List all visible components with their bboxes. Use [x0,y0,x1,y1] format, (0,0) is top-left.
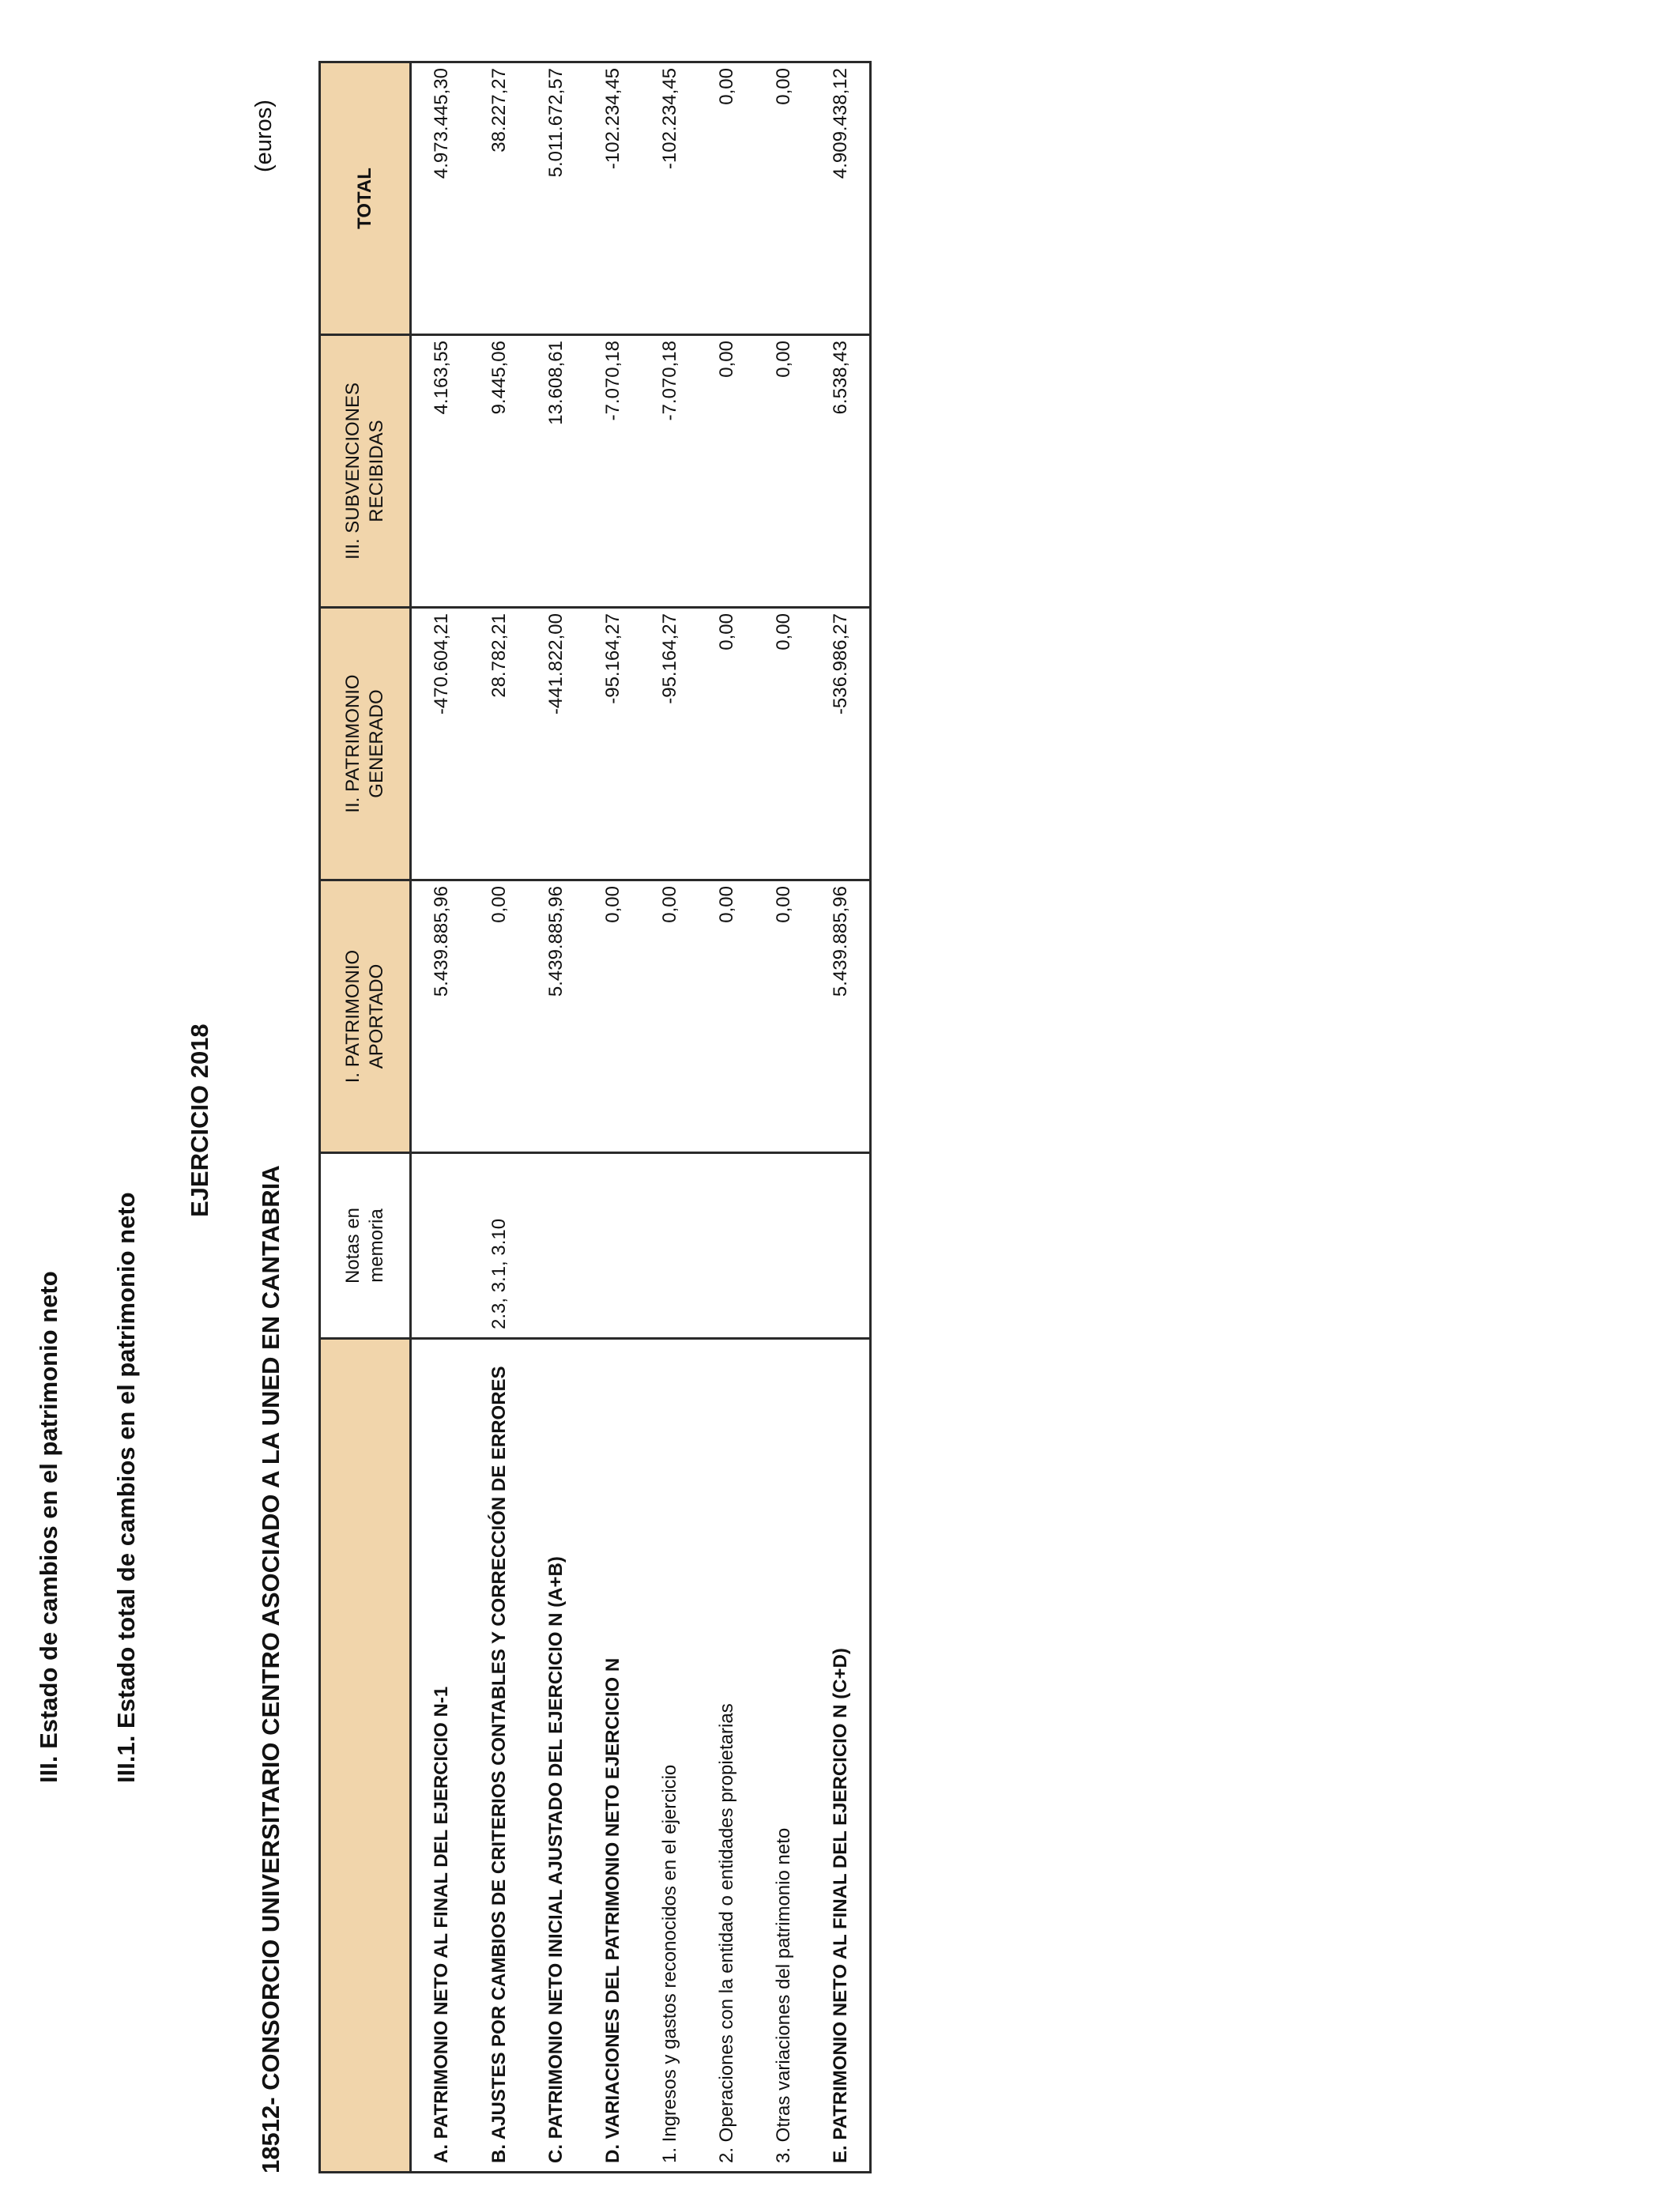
row-concept: C. PATRIMONIO NETO INICIAL AJUSTADO DEL EJERCICIO N (A+B) [528,1339,585,2173]
row-generado: 0,00 [699,608,755,880]
row-concept: B. AJUSTES POR CAMBIOS DE CRITERIOS CONTABLES Y CORRECCIÓN DE ERRORES [471,1339,528,2173]
row-generado: -95.164,27 [585,608,642,880]
row-total: 0,00 [699,62,755,335]
row-total: 38.227,27 [471,62,528,335]
statement-subtitle: III.1. Estado total de cambios en el patrimonio neto [112,1192,140,1783]
header-notes-line1: Notas en [342,1207,363,1284]
row-concept: 3. Otras variaciones del patrimonio neto [755,1339,812,2173]
row-aportado: 5.439.885,96 [411,880,472,1153]
header-concept [320,1339,411,2173]
row-notes [642,1153,699,1339]
row-notes [699,1153,755,1339]
row-aportado: 0,00 [755,880,812,1153]
table-row [411,62,472,2173]
row-subvenciones: 9.445,06 [471,335,528,608]
row-generado: -441.822,00 [528,608,585,880]
row-notes [528,1153,585,1339]
row-concept: A. PATRIMONIO NETO AL FINAL DEL EJERCICIO N-1 [411,1339,472,2173]
row-aportado: 0,00 [471,880,528,1153]
table-row [699,62,755,2173]
row-generado: 0,00 [755,608,812,880]
row-total: -102.234,45 [642,62,699,335]
row-aportado: 5.439.885,96 [528,880,585,1153]
row-subvenciones: 6.538,43 [812,335,871,608]
row-notes [411,1153,472,1339]
row-total: -102.234,45 [585,62,642,335]
table-row [642,62,699,2173]
row-concept: 1. Ingresos y gastos reconocidos en el ejercicio [642,1339,699,2173]
header-col2-line2: GENERADO [366,689,387,798]
currency-units: (euros) [251,100,277,172]
header-total: TOTAL [320,62,411,335]
row-notes [585,1153,642,1339]
header-col2-line1: II. PATRIMONIO [342,674,363,813]
table-row [471,62,528,2173]
row-concept: 2. Operaciones con la entidad o entidades propietarias [699,1339,755,2173]
statement-title: III. Estado de cambios en el patrimonio neto [35,1271,62,1783]
row-subvenciones: 0,00 [755,335,812,608]
row-aportado: 0,00 [699,880,755,1153]
row-concept: D. VARIACIONES DEL PATRIMONIO NETO EJERCICIO N [585,1339,642,2173]
row-aportado: 0,00 [642,880,699,1153]
header-col1-line2: APORTADO [366,963,387,1069]
row-concept: E. PATRIMONIO NETO AL FINAL DEL EJERCICIO N (C+D) [812,1339,871,2173]
header-notes-line2: memoria [366,1208,387,1283]
table-row [755,62,812,2173]
row-total: 0,00 [755,62,812,335]
table-header-row [320,62,411,2173]
row-total: 4.973.445,30 [411,62,472,335]
header-col3-line2: RECIBIDAS [366,420,387,522]
header-subvenciones-recibidas [320,335,411,608]
table-row [585,62,642,2173]
header-patrimonio-generado [320,608,411,880]
row-subvenciones: -7.070,18 [642,335,699,608]
table-row [812,62,871,2173]
header-col3-line1: III. SUBVENCIONES [342,382,363,560]
row-subvenciones: 0,00 [699,335,755,608]
equity-changes-table [318,61,872,2173]
row-total: 4.909.438,12 [812,62,871,335]
row-subvenciones: -7.070,18 [585,335,642,608]
row-aportado: 0,00 [585,880,642,1153]
row-subvenciones: 4.163,55 [411,335,472,608]
row-notes: 2.3, 3.1, 3.10 [471,1153,528,1339]
row-generado: -536.986,27 [812,608,871,880]
row-generado: -95.164,27 [642,608,699,880]
row-total: 5.011.672,57 [528,62,585,335]
row-subvenciones: 13.608,61 [528,335,585,608]
row-aportado: 5.439.885,96 [812,880,871,1153]
row-generado: 28.782,21 [471,608,528,880]
row-notes [812,1153,871,1339]
entity-name: 18512- CONSORCIO UNIVERSITARIO CENTRO ASOCIADO A LA UNED EN CANTABRIA [257,1165,284,2173]
row-generado: -470.604,21 [411,608,472,880]
header-col1-line1: I. PATRIMONIO [342,949,363,1084]
fiscal-year: EJERCICIO 2018 [186,1023,213,1217]
table-row [528,62,585,2173]
header-patrimonio-aportado [320,880,411,1153]
row-notes [755,1153,812,1339]
header-notes [320,1153,411,1339]
